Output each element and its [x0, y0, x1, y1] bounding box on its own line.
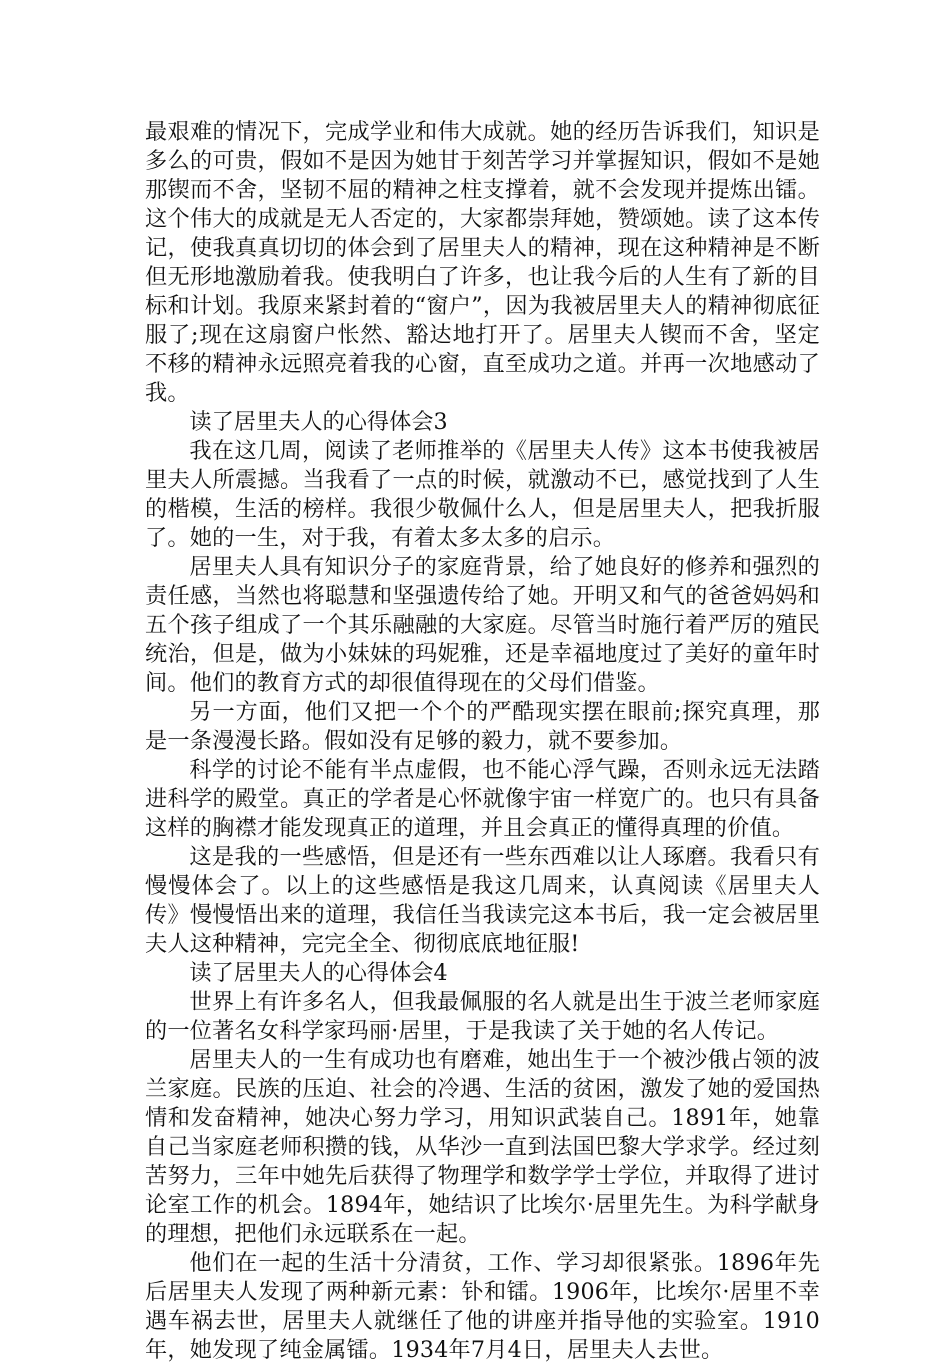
paragraph: 另一方面，他们又把一个个的严酷现实摆在眼前;探究真理，那是一条漫漫长路。假如没有足够的毅力，就不要参加。 [145, 699, 820, 754]
paragraph: 他们在一起的生活十分清贫，工作、学习却很紧张。1896年先后居里夫人发现了两种新元素：钋和镭。1906年，比埃尔·居里不幸遇车祸去世，居里夫人就继任了他的讲座并指导他的实验室。1910年，她发现了纯金属镭。1934年7月4日，居里夫人去世。 [145, 1250, 820, 1363]
paragraph: 我在这几周，阅读了老师推举的《居里夫人传》这本书使我被居里夫人所震撼。当我看了一点的时候，就激动不已，感觉找到了人生的楷模，生活的榜样。我很少敬佩什么人，但是居里夫人，把我折服了。她的一生，对于我，有着太多太多的启示。 [145, 438, 820, 551]
section-heading-3: 读了居里夫人的心得体会3 [189, 409, 448, 435]
paragraph: 世界上有许多名人，但我最佩服的名人就是出生于波兰老师家庭的一位著名女科学家玛丽·居里，于是我读了关于她的名人传记。 [145, 989, 820, 1044]
paragraph-intro: 最艰难的情况下，完成学业和伟大成就。她的经历告诉我们，知识是多么的可贵，假如不是因为她甘于刻苦学习并掌握知识，假如不是她那锲而不舍，坚韧不屈的精神之柱支撑着，就不会发现并提炼出镭。这个伟大的成就是无人否定的，大家都崇拜她，赞颂她。读了这本传记，使我真真切切的体会到了居里夫人的精神，现在这种精神是不断但无形地激励着我。使我明白了许多，也让我今后的人生有了新的目标和计划。我原来紧封着的“窗户”，因为我被居里夫人的精神彻底征服了;现在这扇窗户怅然、豁达地打开了。居里夫人锲而不舍，坚定不移的精神永远照亮着我的心窗，直至成功之道。并再一次地感动了我。 [145, 119, 820, 406]
document-body [145, 118, 820, 1365]
paragraph: 居里夫人的一生有成功也有磨难，她出生于一个被沙俄占领的波兰家庭。民族的压迫、社会的冷遇、生活的贫困，激发了她的爱国热情和发奋精神，她决心努力学习，用知识武装自己。1891年，她靠自己当家庭老师积攒的钱，从华沙一直到法国巴黎大学求学。经过刻苦努力，三年中她先后获得了物理学和数学学士学位，并取得了进讨论室工作的机会。1894年，她结识了比埃尔·居里先生。为科学献身的理想，把他们永远联系在一起。 [145, 1047, 820, 1247]
paragraph: 科学的讨论不能有半点虚假，也不能心浮气躁，否则永远无法踏进科学的殿堂。真正的学者是心怀就像宇宙一样宽广的。也只有具备这样的胸襟才能发现真正的道理，并且会真正的懂得真理的价值。 [145, 757, 820, 841]
section-heading-4: 读了居里夫人的心得体会4 [189, 960, 448, 986]
paragraph: 居里夫人具有知识分子的家庭背景，给了她良好的修养和强烈的责任感，当然也将聪慧和坚强遗传给了她。开明又和气的爸爸妈妈和五个孩子组成了一个其乐融融的大家庭。尽管当时施行着严厉的殖民统治，但是，做为小妹妹的玛妮雅，还是幸福地度过了美好的童年时间。他们的教育方式的却很值得现在的父母们借鉴。 [145, 554, 820, 696]
paragraph: 这是我的一些感悟，但是还有一些东西难以让人琢磨。我看只有慢慢体会了。以上的这些感悟是我这几周来，认真阅读《居里夫人传》慢慢悟出来的道理，我信任当我读完这本书后，我一定会被居里夫人这种精神，完完全全、彻彻底底地征服! [145, 844, 820, 957]
